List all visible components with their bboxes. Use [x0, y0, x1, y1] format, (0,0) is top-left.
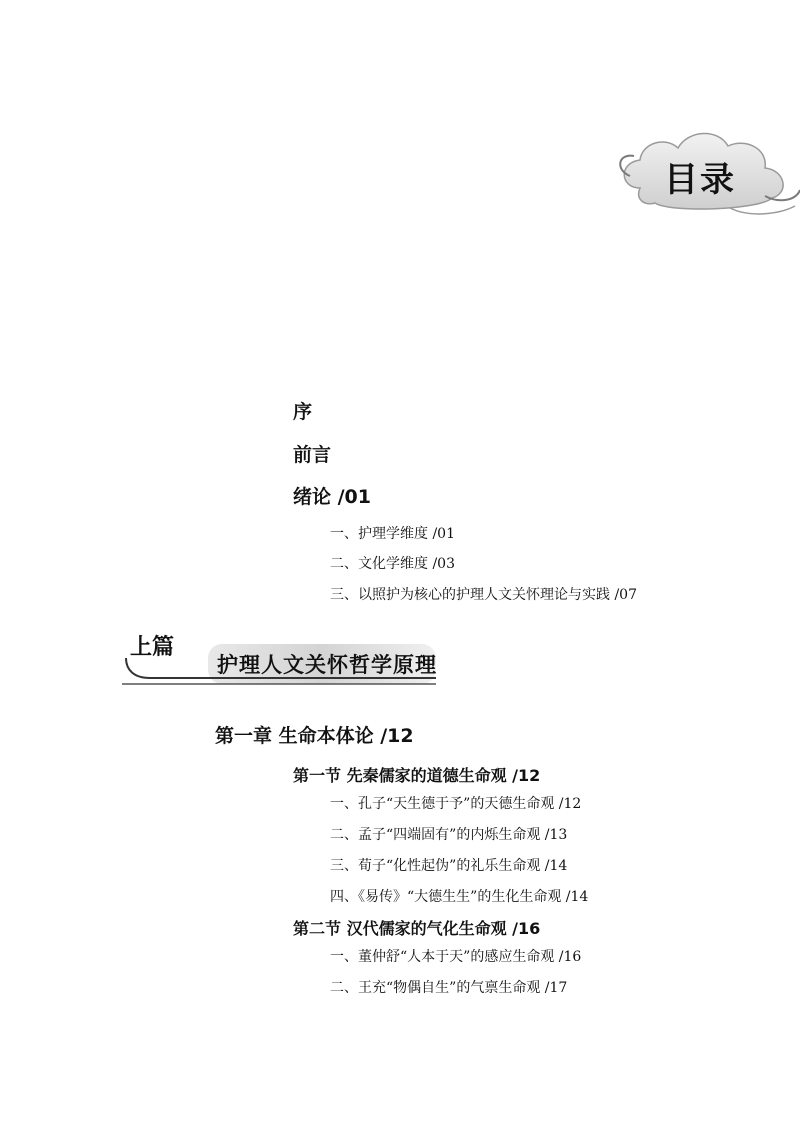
toc-sub-item[interactable]: 四、《易传》“大德生生”的生化生命观 /14	[330, 889, 589, 905]
toc-entry-introduction[interactable]: 绪论 /01	[293, 486, 371, 508]
toc-intro-item[interactable]: 一、护理学维度 /01	[330, 526, 455, 542]
part-label: 上篇	[130, 634, 175, 660]
toc-sub-item[interactable]: 三、荀子“化性起伪”的礼乐生命观 /14	[330, 858, 568, 874]
toc-entry-preface[interactable]: 序	[293, 401, 313, 423]
page-title: 目录	[664, 160, 736, 200]
toc-sub-item[interactable]: 一、孔子“天生德于予”的天德生命观 /12	[330, 796, 582, 812]
toc-entry-foreword[interactable]: 前言	[293, 444, 332, 466]
toc-sub-item[interactable]: 二、孟子“四端固有”的内烁生命观 /13	[330, 827, 568, 843]
toc-intro-item[interactable]: 二、文化学维度 /03	[330, 556, 455, 572]
part-title[interactable]: 护理人文关怀哲学原理	[217, 653, 437, 677]
toc-section-title[interactable]: 第二节 汉代儒家的气化生命观 /16	[293, 919, 541, 938]
toc-sub-item[interactable]: 一、董仲舒“人本于天”的感应生命观 /16	[330, 949, 582, 965]
part-banner	[120, 628, 440, 692]
toc-section-title[interactable]: 第一节 先秦儒家的道德生命观 /12	[293, 766, 541, 785]
toc-intro-item[interactable]: 三、以照护为核心的护理人文关怀理论与实践 /07	[330, 587, 637, 603]
toc-chapter-title[interactable]: 第一章 生命本体论 /12	[215, 725, 414, 747]
toc-sub-item[interactable]: 二、王充“物偶自生”的气禀生命观 /17	[330, 980, 568, 996]
